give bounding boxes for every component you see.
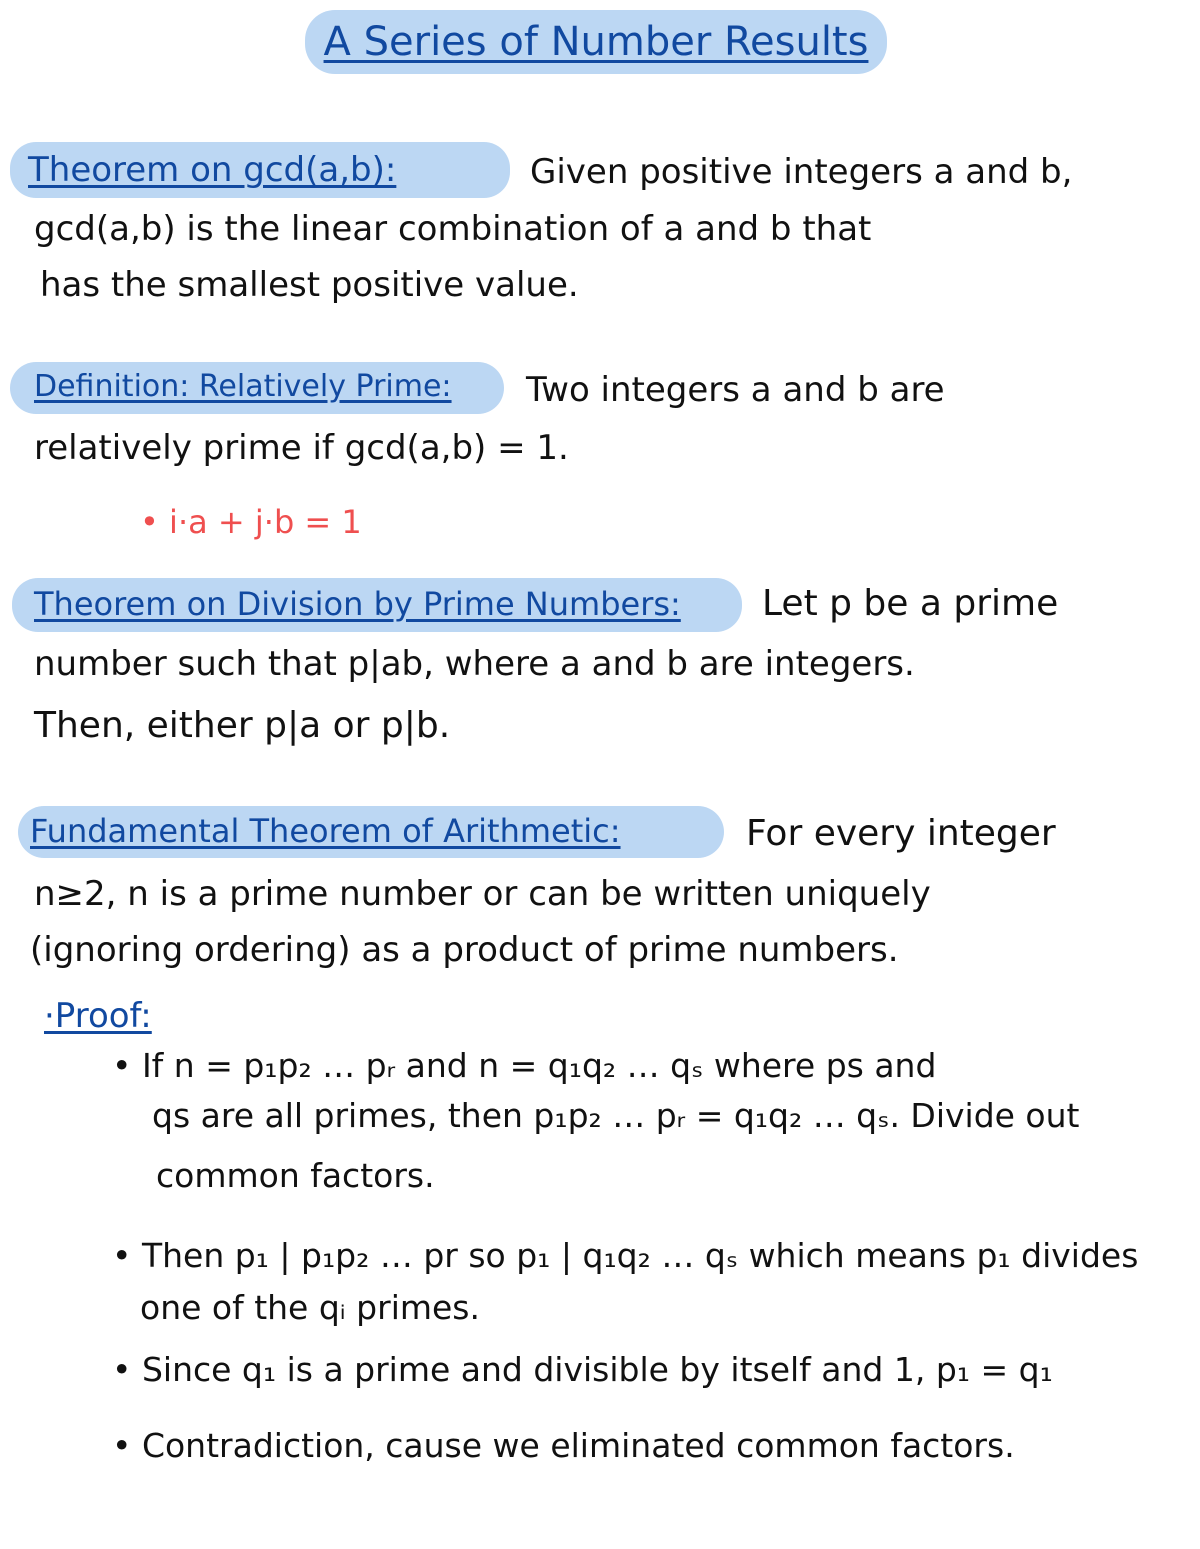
section-2-heading: Definition: Relatively Prime: — [34, 369, 452, 404]
proof-bullet-4-line-1: • Contradiction, cause we eliminated common factors. — [112, 1426, 1015, 1465]
page-title: A Series of Number Results — [323, 19, 869, 65]
section-3-line-2: number such that p|ab, where a and b are integers. — [34, 644, 915, 684]
section-1-line-2: gcd(a,b) is the linear combination of a and b that — [34, 209, 872, 249]
proof-bullet-1-line-1: • If n = p₁p₂ … pᵣ and n = q₁q₂ … qₛ where ps and — [112, 1046, 937, 1085]
section-4-line-2: n≥2, n is a prime number or can be written uniquely — [34, 874, 931, 914]
proof-label: ·Proof: — [44, 996, 152, 1036]
section-2-line-1: Two integers a and b are — [526, 370, 945, 410]
proof-bullet-2-line-1: • Then p₁ | p₁p₂ … pr so p₁ | q₁q₂ … qₛ which means p₁ divides — [112, 1236, 1139, 1275]
section-3-line-1: Let p be a prime — [762, 583, 1059, 624]
section-4-heading: Fundamental Theorem of Arithmetic: — [30, 812, 621, 850]
section-4-line-1: For every integer — [746, 813, 1056, 854]
section-3-line-3: Then, either p|a or p|b. — [34, 705, 451, 746]
section-2-note: • i·a + j·b = 1 — [140, 503, 362, 541]
proof-bullet-1-line-3: common factors. — [156, 1156, 435, 1195]
proof-bullet-2-line-2: one of the qᵢ primes. — [140, 1288, 480, 1327]
section-1-line-1: Given positive integers a and b, — [530, 152, 1073, 192]
section-1-line-3: has the smallest positive value. — [40, 265, 579, 305]
proof-bullet-3-line-1: • Since q₁ is a prime and divisible by itself and 1, p₁ = q₁ — [112, 1350, 1053, 1389]
section-3-heading: Theorem on Division by Prime Numbers: — [34, 585, 681, 623]
section-4-line-3: (ignoring ordering) as a product of prime numbers. — [30, 930, 899, 970]
section-1-heading: Theorem on gcd(a,b): — [28, 150, 397, 190]
section-2-line-2: relatively prime if gcd(a,b) = 1. — [34, 428, 569, 468]
title-highlight — [305, 10, 887, 74]
proof-bullet-1-line-2: qs are all primes, then p₁p₂ … pᵣ = q₁q₂ … qₛ. Divide out — [152, 1096, 1080, 1135]
